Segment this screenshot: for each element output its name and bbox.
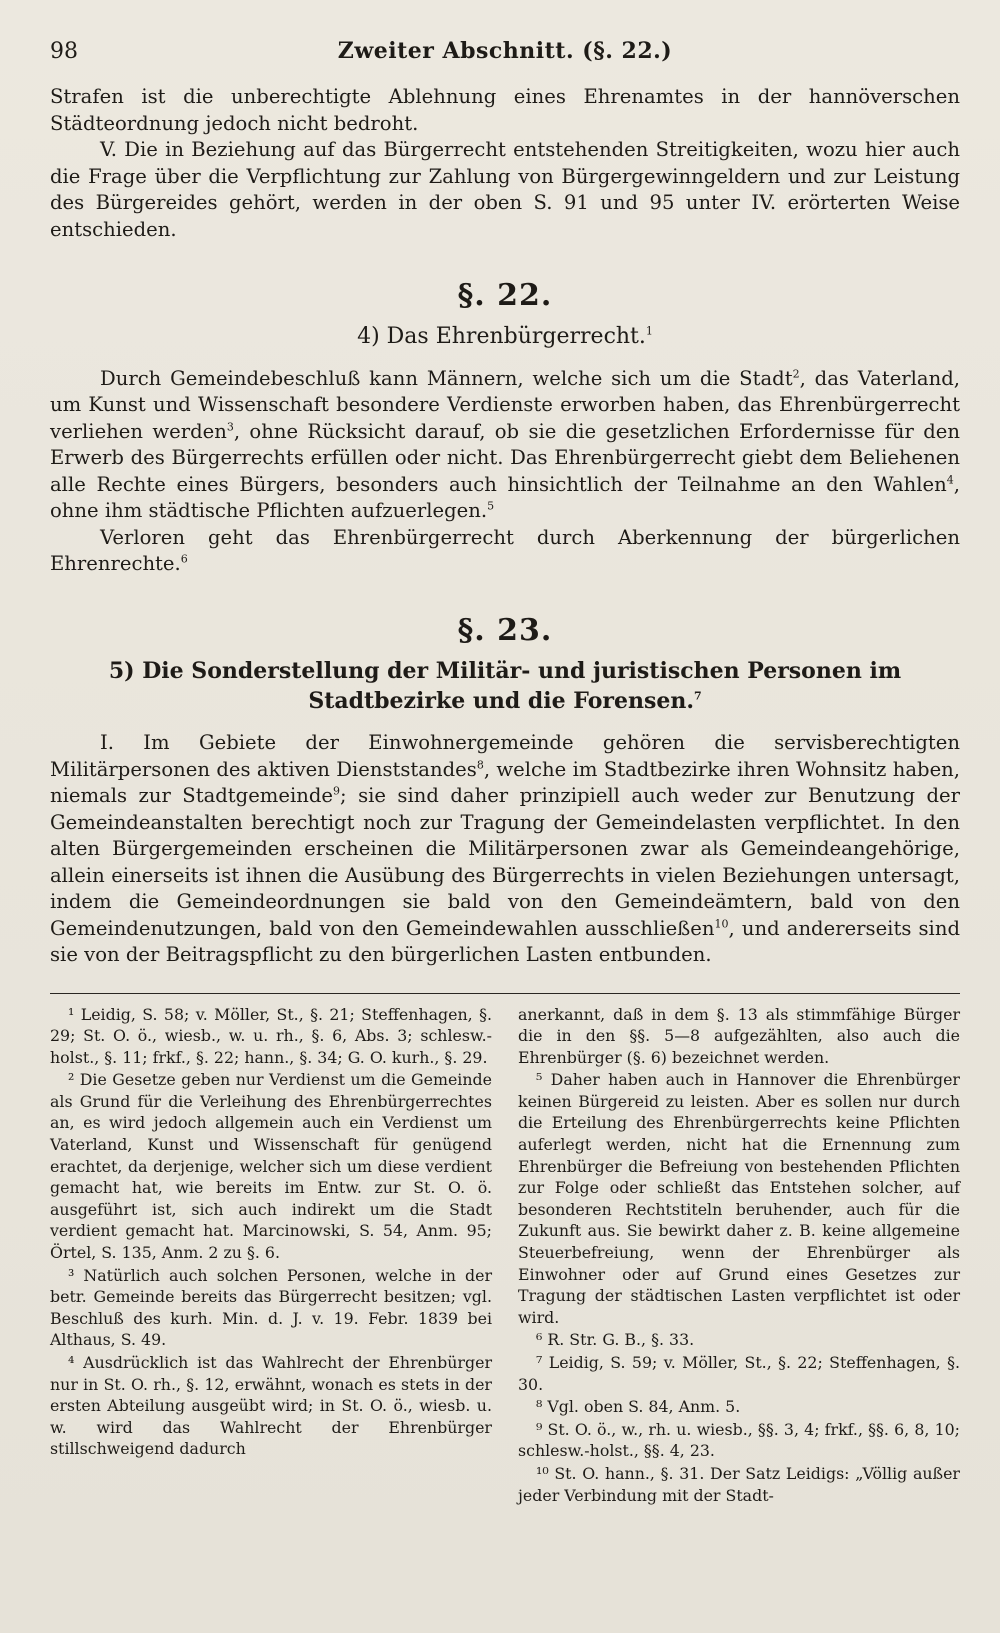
section-22-title — [50, 322, 960, 352]
section-22-title-text: 4) Das Ehrenbürgerrecht. — [357, 323, 646, 349]
s22-p1-b: , das Vaterland, um Kunst und Wissenschaft besondere Verdienste erworben haben, das Ehrenbürgerrecht verliehen werden — [50, 366, 960, 443]
section-23-title-text: 5) Die Sonderstellung der Militär- und juristischen Personen im Stadtbezirke und die Forensen. — [108, 658, 902, 714]
s22-p1-d: , ohne ihm städtische Pflichten aufzuerlegen. — [50, 472, 960, 522]
s23-p1-a: I. Im Gebiete der Einwohnergemeinde gehören die servisberechtigten Militärpersonen des aktiven Dienststandes — [50, 731, 960, 781]
page-header — [50, 38, 960, 84]
section-22-paragraph-1 — [50, 366, 960, 525]
footnote-9: ⁹ St. O. ö., w., rh. u. wiesb., §§. 3, 4; frkf., §§. 6, 8, 10; schlesw.-holst., §§. 4, 23. — [518, 1419, 960, 1461]
s22-p1-c: , ohne Rücksicht darauf, ob sie die gesetzlichen Erfordernisse für den Erwerb des Bürgerrechts erfüllen oder nicht. Das Ehrenbürgerrecht giebt dem Beliehenen alle Rechte eines Bürgers, besonders auch hinsichtlich der Teilnahme an den Wahlen — [50, 419, 960, 496]
intro-paragraph-1: Strafen ist die unberechtigte Ablehnung eines Ehrenamtes in der hannöverschen Städteordnung jedoch nicht bedroht. — [50, 85, 960, 135]
section-23-number: §. 23. — [457, 612, 553, 648]
footnote-7: ⁷ Leidig, S. 59; v. Möller, St., §. 22; Steffenhagen, §. 30. — [518, 1353, 960, 1394]
footnotes-right-column — [518, 1004, 960, 1508]
s23-p1-b: , welche im Stadtbezirke ihren Wohnsitz haben, niemals zur Stadtgemeinde — [50, 757, 961, 807]
footnote-10: ¹⁰ St. O. hann., §. 31. Der Satz Leidigs: „Völlig außer jeder Verbindung mit der Stadt- — [518, 1463, 960, 1505]
footnote-6: ⁶ R. Str. G. B., §. 33. — [536, 1330, 695, 1350]
footnote-5: ⁵ Daher haben auch in Hannover die Ehrenbürger keinen Bürgereid zu leisten. Aber es sollen nur durch die Erteilung des Ehrenbürgerrechts keine Pflichten auferlegt werden, nicht hat die Ernennung zum Ehrenbürger die Befreiung von bestehenden Pflichten zur Folge oder schließt das Entstehen solcher, auf besonderen Rechtstiteln beruhender, auch für die Zukunft aus. Sie bewirkt daher z. B. keine allgemeine Steuerbefreiung, wenn der Ehrenbürger als Einwohner oder auf Grund eines Gesetzes zur Tragung der städtischen Lasten verpflichtet ist oder wird. — [518, 1070, 960, 1327]
footnotes — [50, 1004, 960, 1508]
footnote-4: ⁴ Ausdrücklich ist das Wahlrecht der Ehrenbürger nur in St. O. rh., §. 12, erwähnt, wonach es stets in der ersten Abteilung ausgeübt wird; in St. O. ö., wiesb. u. w. wird das Wahlrecht der Ehrenbürger stillschweigend dadurch — [50, 1353, 492, 1459]
section-23-title — [50, 656, 960, 716]
footnote-1: ¹ Leidig, S. 58; v. Möller, St., §. 21; Steffenhagen, §. 29; St. O. ö., wiesb., w. u. rh., §. 6, Abs. 3; schlesw.-holst., §. 11; frkf., §. 22; hann., §. 34; G. O. kurh., §. 29. — [50, 1004, 492, 1067]
footnote-ref-1: 1 — [645, 324, 653, 338]
footnote-3: ³ Natürlich auch solchen Personen, welche in der betr. Gemeinde bereits das Bürgerrecht besitzen; vgl. Beschluß des kurh. Min. d. J. v. 19. Febr. 1839 bei Althaus, S. 49. — [50, 1265, 492, 1350]
footnote-4-continued: anerkannt, daß in dem §. 13 als stimmfähige Bürger die in den §§. 5—8 aufgezählten, also auch die Ehrenbürger (§. 6) bezeichnet werden. — [518, 1004, 960, 1067]
s22-p1-a: Durch Gemeindebeschluß kann Männern, welche sich um die Stadt — [100, 366, 793, 390]
footnote-ref-3: 3 — [226, 419, 234, 433]
section-22-paragraph-2 — [50, 525, 960, 578]
footnote-ref-6: 6 — [180, 552, 188, 566]
footnote-ref-2: 2 — [792, 366, 800, 380]
footnote-divider — [50, 993, 960, 994]
footnote-8: ⁸ Vgl. oben S. 84, Anm. 5. — [536, 1397, 741, 1417]
intro-paragraph-2: V. Die in Beziehung auf das Bürgerrecht entstehenden Streitigkeiten, wozu hier auch die Frage über die Verpflichtung zur Zahlung von Bürgergewinngeldern und zur Leistung des Bürgereides gehört, werden in der oben S. 91 und 95 unter IV. erörterten Weise entschieden. — [50, 138, 960, 241]
section-22-number: §. 22. — [457, 278, 553, 313]
footnote-ref-4: 4 — [946, 472, 954, 486]
s23-p1-c: ; sie sind daher prinzipiell auch weder zur Benutzung der Gemeindeanstalten berechtigt noch zur Tragung der Gemeindelasten verpflichtet. In den alten Bürgergemeinden erscheinen die Militärpersonen zwar als Gemeindeangehörige, allein einerseits ist ihnen die Ausübung des Bürgerrechts in vielen Beziehungen untersagt, indem die Gemeindeordnungen sie bald von den Gemeindeämtern, bald von den Gemeindenutzungen, bald von den Gemeindewahlen ausschließen — [50, 784, 960, 940]
footnote-ref-9: 9 — [333, 784, 341, 798]
footnote-ref-5: 5 — [487, 499, 495, 513]
page-number: 98 — [50, 39, 78, 64]
s22-p2-a: Verloren geht das Ehrenbürgerrecht durch Aberkennung der bürgerlichen Ehrenrechte. — [50, 525, 960, 575]
section-23-paragraph-1 — [50, 730, 960, 969]
footnote-2: ² Die Gesetze geben nur Verdienst um die Gemeinde als Grund für die Verleihung des Ehrenbürgerrechtes an, es wird jedoch allgemein auch ein Verdienst um Vaterland, Kunst und Wissenschaft für genügend erachtet, da derjenige, welcher sich um diese verdient gemacht hat, wie bereits im Entw. zur St. O. ö. ausgeführt ist, sich auch indirekt um die Stadt verdient gemacht hat. Marcinowski, S. 54, Anm. 95; Örtel, S. 135, Anm. 2 zu §. 6. — [50, 1070, 492, 1263]
running-head: Zweiter Abschnitt. (§. 22.) — [337, 38, 673, 64]
footnotes-left-column — [50, 1004, 492, 1508]
footnote-ref-8: 8 — [476, 757, 484, 771]
footnote-ref-7: 7 — [694, 689, 702, 703]
footnote-ref-10: 10 — [714, 916, 729, 930]
s23-p1-d: , und andererseits sind sie von der Beitragspflicht zu den bürgerlichen Lasten entbunden. — [50, 916, 960, 966]
main-text — [50, 84, 960, 969]
